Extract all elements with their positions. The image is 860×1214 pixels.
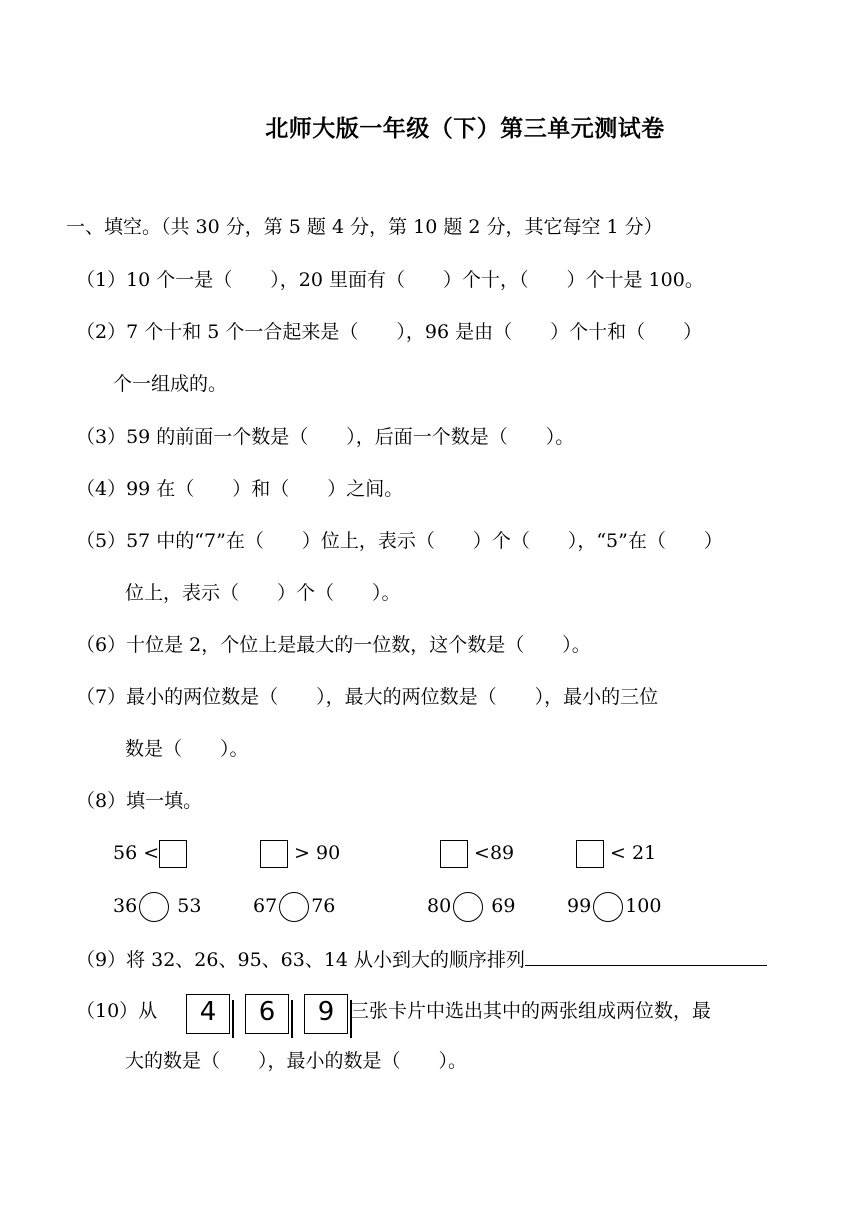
compare-left: 80: [427, 895, 452, 917]
answer-circle[interactable]: [453, 892, 483, 922]
question-7-line2: 数是（ ）。: [125, 738, 249, 760]
answer-line[interactable]: [525, 946, 767, 966]
page-title: 北师大版一年级（下）第三单元测试卷: [265, 116, 665, 142]
question-8-label: （8）填一填。: [76, 790, 203, 812]
circle-compare-3: [427, 892, 515, 922]
answer-box[interactable]: [440, 840, 468, 868]
question-4: （4）99 在（ ）和（ ）之间。: [76, 478, 404, 500]
question-5-line2: 位上，表示（ ）个（ ）。: [125, 582, 401, 604]
compare-item-1: [113, 840, 187, 868]
question-5-line1: （5）57 中的“7”在（ ）位上，表示（ ）个（ ），“5”在（ ）: [76, 530, 723, 552]
circle-compare-2: [253, 892, 335, 922]
compare-left: 36: [113, 895, 138, 917]
question-10-prefix: （10）从: [76, 1000, 158, 1022]
question-7-line1: （7）最小的两位数是（ ），最大的两位数是（ ），最小的三位: [76, 686, 659, 708]
number-card-4: 4: [186, 994, 230, 1034]
answer-box[interactable]: [576, 840, 604, 868]
answer-circle[interactable]: [279, 892, 309, 922]
compare-right: 69: [491, 895, 516, 917]
circle-compare-1: [113, 892, 201, 922]
question-6: （6）十位是 2，个位上是最大的一位数，这个数是（ ）。: [76, 634, 591, 656]
compare-item-4: [576, 840, 656, 868]
compare-text: < 21: [610, 842, 657, 864]
answer-box[interactable]: [159, 840, 187, 868]
compare-item-3: [440, 840, 514, 868]
section-heading: 一、填空。（共 30 分，第 5 题 4 分，第 10 题 2 分，其它每空 1 分）: [66, 216, 663, 238]
question-2-line2: 个一组成的。: [113, 373, 228, 395]
question-9-text: （9）将 32、26、95、63、14 从小到大的顺序排列: [76, 949, 526, 971]
compare-item-2: [260, 840, 340, 868]
compare-right: 76: [311, 895, 336, 917]
question-3: （3）59 的前面一个数是（ ），后面一个数是（ ）。: [76, 426, 575, 448]
answer-circle[interactable]: [139, 892, 169, 922]
compare-right: 53: [177, 895, 202, 917]
card-shadow: [232, 1000, 234, 1038]
number-card-9: 9: [304, 994, 348, 1034]
number-card-6: 6: [245, 994, 289, 1034]
question-10-line2: 大的数是（ ），最小的数是（ ）。: [125, 1050, 468, 1072]
compare-text: > 90: [294, 842, 341, 864]
question-2-line1: （2）7 个十和 5 个一合起来是（ ），96 是由（ ）个十和（ ）: [76, 321, 703, 343]
compare-left: 67: [253, 895, 278, 917]
answer-box[interactable]: [260, 840, 288, 868]
question-9: [76, 946, 767, 972]
answer-circle[interactable]: [593, 892, 623, 922]
question-10-suffix: 三张卡片中选出其中的两张组成两位数，最: [350, 1000, 712, 1022]
question-1: （1）10 个一是（ ），20 里面有（ ）个十，（ ）个十是 100。: [76, 269, 704, 291]
compare-right: 100: [625, 895, 662, 917]
compare-text: <89: [474, 842, 515, 864]
circle-compare-4: [567, 892, 661, 922]
card-shadow: [291, 1000, 293, 1038]
compare-left: 99: [567, 895, 592, 917]
compare-text: 56 <: [113, 842, 160, 864]
